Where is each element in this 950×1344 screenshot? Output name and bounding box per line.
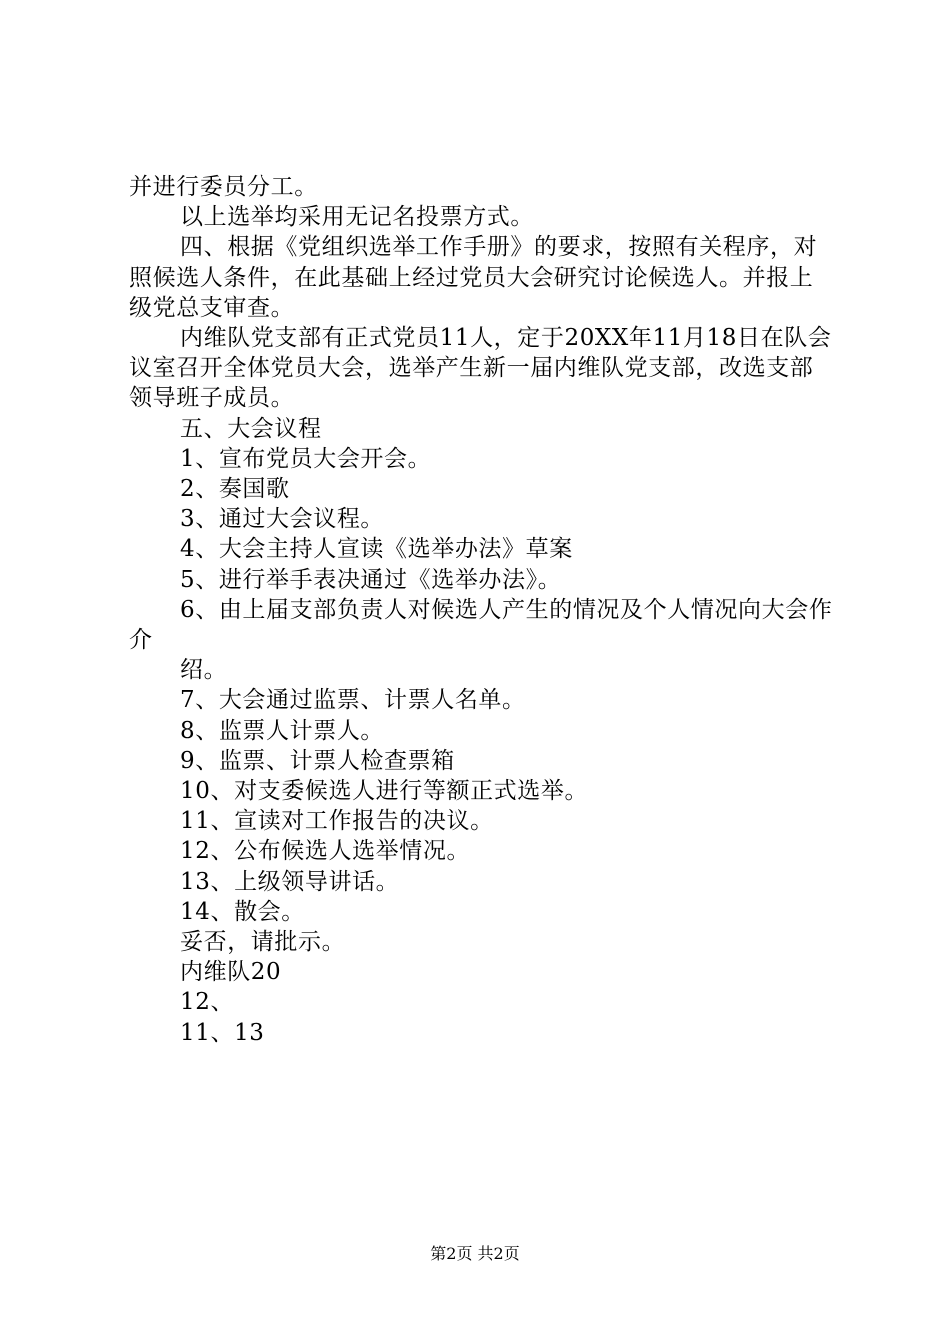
list-item: 6、由上届支部负责人对候选人产生的情况及个人情况向大会作介	[129, 596, 833, 654]
signature-line: 12、	[180, 989, 235, 1016]
list-item: 13、上级领导讲话。	[180, 868, 400, 895]
list-item: 3、通过大会议程。	[180, 506, 385, 533]
signature-line: 内维队20	[180, 959, 282, 986]
section-heading: 五、大会议程	[180, 415, 322, 442]
list-item: 8、监票人计票人。	[180, 717, 385, 744]
list-item: 11、宣读对工作报告的决议。	[180, 808, 494, 835]
list-item: 9、监票、计票人检查票箱	[180, 747, 455, 774]
list-item: 7、大会通过监票、计票人名单。	[180, 687, 526, 714]
signature-line: 11、13	[180, 1019, 265, 1046]
list-item: 4、大会主持人宣读《选举办法》草案	[180, 536, 573, 563]
list-item: 12、公布候选人选举情况。	[180, 838, 471, 865]
closing-request: 妥否，请批示。	[180, 929, 346, 956]
list-item: 14、散会。	[180, 898, 305, 925]
list-item: 5、进行举手表决通过《选举办法》。	[180, 566, 562, 593]
list-item-continuation: 绍。	[180, 657, 228, 684]
list-item: 2、奏国歌	[180, 476, 290, 503]
paragraph: 内维队党支部有正式党员11人，定于20XX年11月18日在队会议室召开全体党员大会，选举产生新一届内维队党支部，改选支部领导班子成员。	[129, 325, 832, 412]
document-body	[129, 172, 834, 1048]
paragraph: 并进行委员分工。	[129, 174, 318, 200]
list-item: 1、宣布党员大会开会。	[180, 445, 432, 472]
paragraph: 以上选举均采用无记名投票方式。	[180, 204, 534, 231]
page-footer: 第2页 共2页	[430, 1244, 520, 1263]
list-item: 10、对支委候选人进行等额正式选举。	[180, 778, 589, 805]
paragraph: 四、根据《党组织选举工作手册》的要求，按照有关程序，对照候选人条件，在此基础上经过党员大会研究讨论候选人。并报上级党总支审查。	[129, 234, 818, 321]
